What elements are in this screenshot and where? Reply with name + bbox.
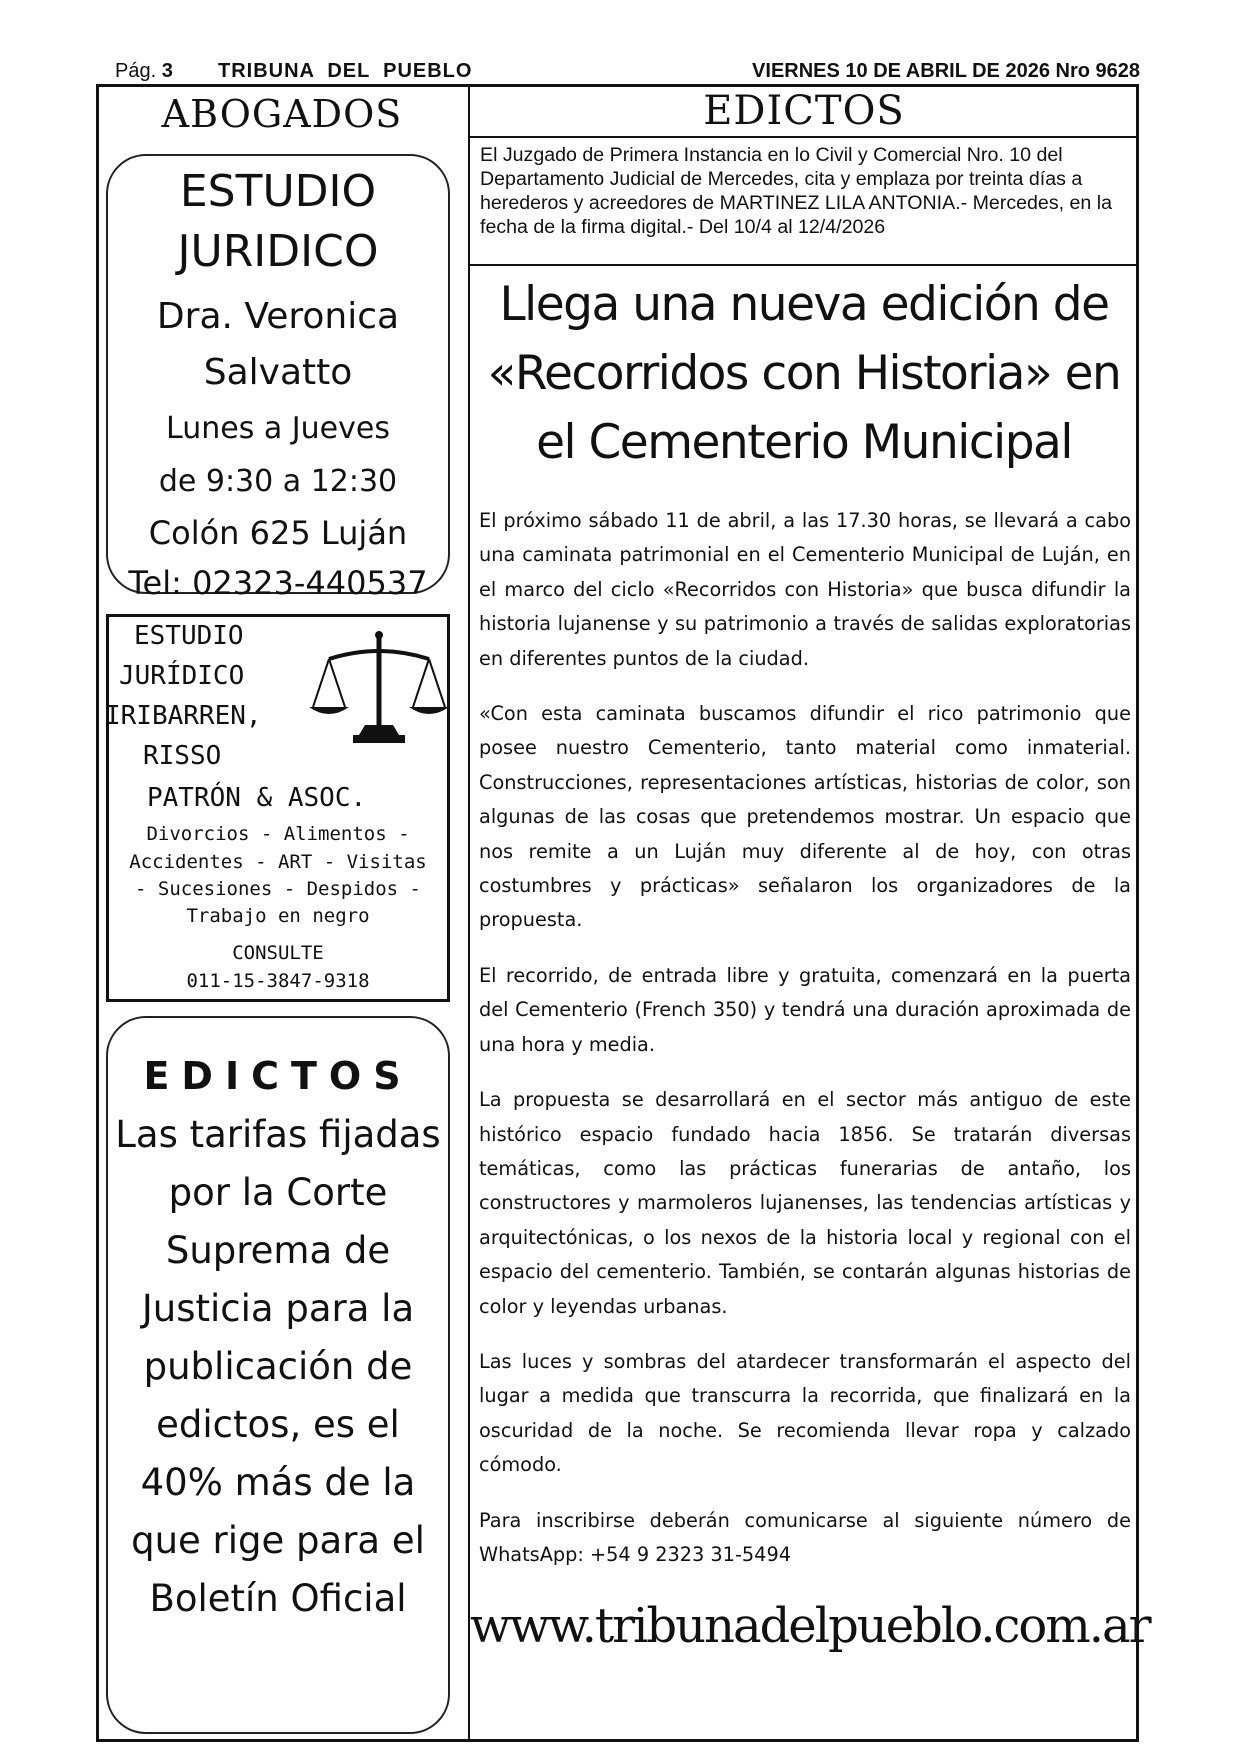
ad1-line: ESTUDIO [179, 166, 377, 217]
newspaper-name: TRIBUNA DEL PUEBLO [218, 60, 473, 82]
section-title-abogados: ABOGADOS [161, 92, 403, 136]
ad2-line: IRIBARREN, [105, 701, 262, 731]
ad1-days: Lunes a Jueves [166, 411, 390, 446]
ad-estudio-salvatto [106, 154, 450, 602]
issue-date: VIERNES 10 DE ABRIL DE 2026 Nro 9628 [752, 60, 1140, 82]
article-paragraph: «Con esta caminata buscamos difundir el rico patrimonio que posee nuestro Cementerio, tanto material como inmaterial. Construcciones, representaciones artísticas, historias de color, son algunas de las cosas que pretendemos mostrar. Un espacio que nos remite a un Luján muy diferente al de hoy, con otras costumbres y prácticas» señalaron los organizadores de la propuesta. [479, 702, 1131, 932]
ad1-phone: Tel: 02323-440537 [128, 564, 428, 602]
ad2-line: JURÍDICO [119, 661, 245, 691]
ad2-services: Accidentes - ART - Visitas [129, 851, 427, 873]
article-paragraph: La propuesta se desarrollará en el sector más antiguo de este histórico espacio fundado hacia 1856. Se tratarán diversas temáticas, como las prácticas funerarias de antaño, los constructores y marmoleros lujanenses, las tendencias artísticas y arquitectónicas, o los nexos de la historia local y regional con el espacio del cementerio. También, se contarán algunas historias de color y leyendas urbanas. [479, 1088, 1131, 1318]
scales-of-justice-icon [309, 629, 449, 747]
ad1-lawyer-name: Dra. Veronica [156, 296, 400, 337]
edicto-notice: El Juzgado de Primera Instancia en lo Civil y Comercial Nro. 10 del Departamento Judicial de Mercedes, cita y emplaza por treinta días a herederos y acreedores de MARTINEZ LILA ANTONIA.- Mercedes, en la fecha de la firma digital.- Del 10/4 al 12/4/2026 [480, 144, 1112, 238]
article-paragraph: Para inscribirse deberán comunicarse al siguiente número de WhatsApp: +54 9 2323 31-5494 [479, 1508, 1131, 1566]
ad1-line: JURIDICO [177, 226, 379, 277]
website-url: www.tribunadelpueblo.com.ar [470, 1598, 1150, 1654]
article-body [479, 504, 1131, 1593]
ad2-firm-name: PATRÓN & ASOC. [147, 783, 367, 813]
ad-estudio-iribarren [106, 614, 450, 1002]
ad2-phone: 011-15-3847-9318 [186, 970, 370, 992]
ad2-consult: CONSULTE [232, 942, 324, 964]
ad3-body: Las tarifas fijadas por la Corte Suprema de Justicia para la publicación de edictos, es el 40% más de la que rige para el Boletín Oficial [115, 1113, 441, 1620]
ad1-hours: de 9:30 a 12:30 [158, 464, 398, 499]
ad3-title: EDICTOS [143, 1054, 413, 1098]
ad1-lawyer-surname: Salvatto [203, 352, 353, 393]
divider [470, 264, 1138, 266]
page-header [115, 60, 1140, 86]
ad2-services: Trabajo en negro [186, 905, 370, 927]
section-title-edictos: EDICTOS [470, 88, 1138, 138]
ad2-services: Divorcios - Alimentos - [146, 823, 410, 845]
article-paragraph: El próximo sábado 11 de abril, a las 17.30 horas, se llevará a cabo una caminata patrimonial en el Cementerio Municipal de Luján, en el marco del ciclo «Recorridos con Historia» que busca difundir la historia lujanense y su patrimonio a través de salidas exploratorias en diferentes puntos de la ciudad. [479, 509, 1131, 670]
ad2-line: ESTUDIO [134, 621, 244, 651]
ad2-services: - Sucesiones - Despidos - [135, 878, 421, 900]
ad2-line: RISSO [143, 741, 222, 771]
article-paragraph: Las luces y sombras del atardecer transformarán el aspecto del lugar a medida que transcurra la recorrida, que finalizará en la oscuridad de la noche. Se recomienda llevar ropa y calzado cómodo. [479, 1349, 1131, 1477]
article-paragraph: El recorrido, de entrada libre y gratuita, comenzará en la puerta del Cementerio (French 350) y tendrá una duración aproximada de una hora y media. [479, 963, 1131, 1056]
page-number: Pág. 3 [115, 60, 173, 82]
article-headline: Llega una nueva edición de «Recorridos con Historia» en el Cementerio Municipal [487, 277, 1121, 470]
ad-edictos-tarifas [106, 1016, 450, 1734]
ad1-address: Colón 625 Luján [148, 514, 408, 552]
